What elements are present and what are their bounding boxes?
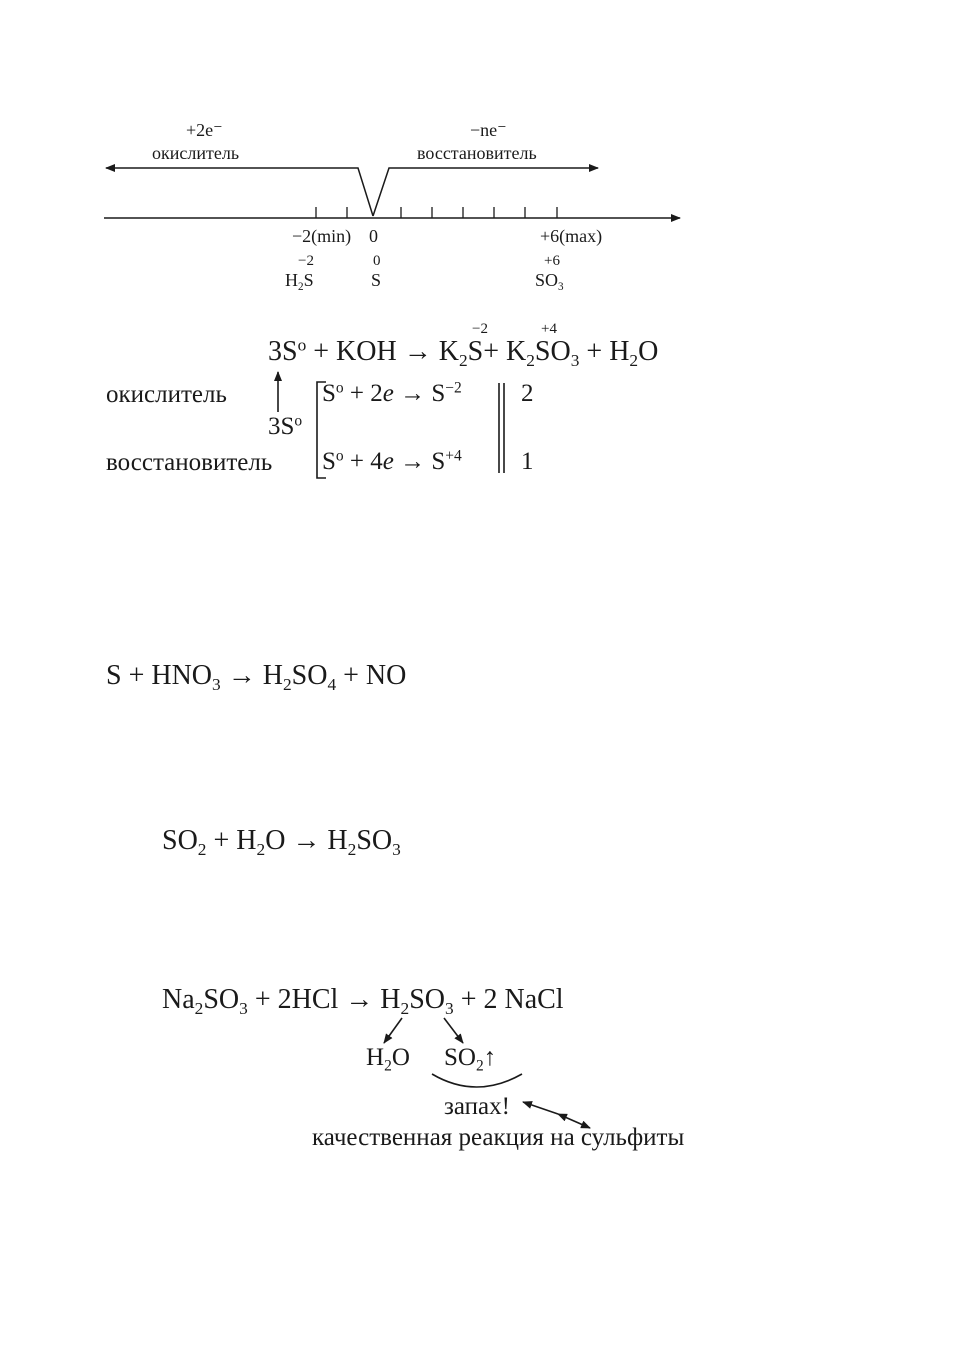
note-smell: запах! [444,1093,510,1120]
half-reaction-1: $S^o + 2e \to S^{-2}$ [322,379,462,407]
ox-k2so3: +4 [541,321,557,337]
axis-label-max: +6(max) [540,226,603,246]
half-reaction-2: $S^o + 4e \to S^{+4}$ [322,447,462,475]
so2-smile-curve [432,1074,522,1087]
label-reducer: восстановитель [106,449,273,476]
oxidizer-arrow [106,168,373,216]
reaction3-equation: $SO_2 + H_2O \to H_2SO_3$ [162,825,401,860]
ox-h2s: −2 [298,253,314,269]
left-arrow-electrons: +2e⁻ [186,120,223,140]
ox-k2s: −2 [472,321,488,337]
reducer-arrow [373,168,598,216]
reaction2-equation: $S + HNO_3 \to H_2SO_4$ + NO [106,660,407,695]
species-h2s: $H_2S$ [285,270,314,293]
label-oxidizer: окислитель [106,381,227,408]
right-arrow-label: восстановитель [417,143,537,163]
note-qualitative-reaction: качественная реакция на сульфиты [312,1124,685,1151]
half-reaction-2-coef: 1 [521,448,534,475]
right-arrow-electrons: −ne⁻ [470,120,507,140]
species-s: S [371,270,382,290]
product-h2o: $H_2O$ [366,1044,410,1075]
reaction1-equation: $3S^o$ + KOH → $K_2S+ K_2SO_3 + H_2O$ [268,335,659,371]
axis-label-min: −2(min) [292,226,352,246]
species-so3: $SO_3$ [535,270,564,293]
axis-label-zero: 0 [369,226,378,246]
arrow-to-h2o [384,1018,402,1043]
arrow-to-so2 [444,1018,463,1043]
half-reaction-1-coef: 2 [521,380,534,407]
double-arrow-left [523,1102,558,1114]
ox-so3: +6 [544,253,560,269]
left-arrow-label: окислитель [152,143,240,163]
reaction4-equation: $Na_2SO_3 + 2HCl \to H_2SO_3 + 2$ NaCl [162,984,564,1019]
center-3s: $3S^o$ [268,412,303,440]
product-so2: $SO_2↑$ [444,1044,497,1075]
ox-s: 0 [373,253,381,269]
axis-ticks [316,207,557,218]
